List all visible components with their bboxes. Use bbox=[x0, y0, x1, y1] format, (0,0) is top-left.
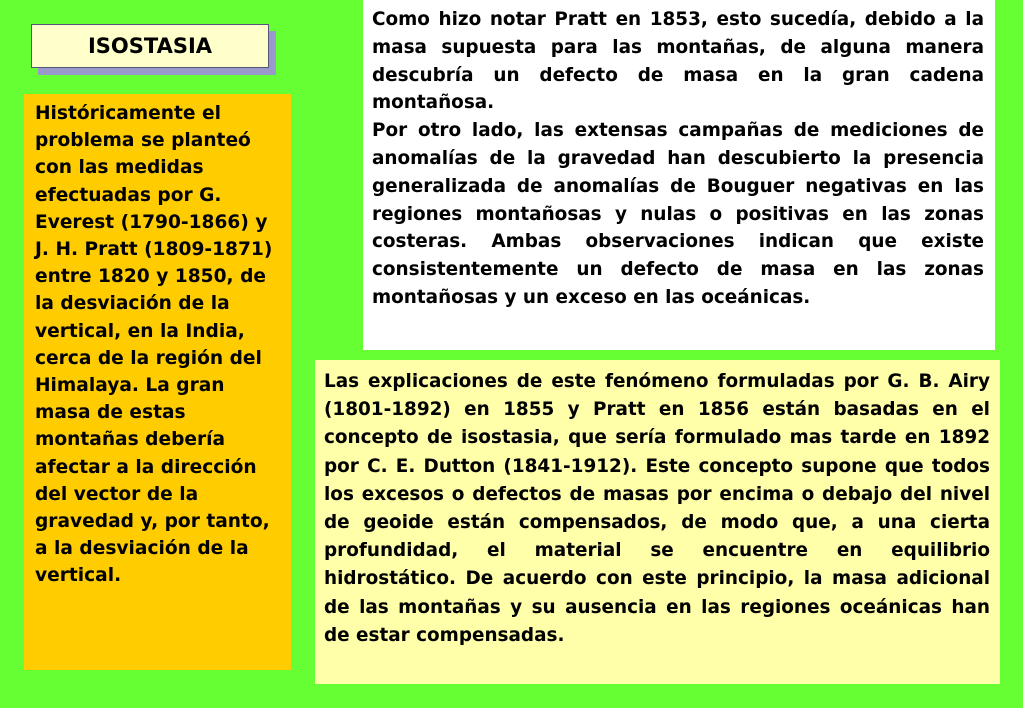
bottom-text-panel bbox=[315, 360, 1000, 684]
page-title bbox=[31, 24, 269, 68]
top-panel-paragraph-2: Por otro lado, las extensas campañas de mediciones de anomalías de la gravedad han descubierto la presencia generalizada de anomalías de Bouguer negativas en las regiones montañosas y nulas o positivas en las zonas costeras. Ambas observaciones indican que existe consistentemente un defecto de masa en las zonas montañosas y un exceso en las oceánicas. bbox=[372, 120, 984, 308]
page-title-text: ISOSTASIA bbox=[87, 34, 213, 58]
left-text-panel bbox=[24, 94, 291, 670]
left-panel-text: Históricamente el problema se planteó con las medidas efectuadas por G. Everest (1790-1866) y J. H. Pratt (1809-1871) entre 1820 y 1850, de la desviación de la vertical, en la India, cerca de la región del Himalaya. La gran masa de estas montañas debería afectar a la dirección del vector de la gravedad y, por tanto, a la desviación de la vertical. bbox=[35, 103, 273, 587]
top-panel-paragraph-1: Como hizo notar Pratt en 1853, esto sucedía, debido a la masa supuesta para las montañas, de alguna manera descubría un defecto de masa en la gran cadena montañosa. bbox=[372, 9, 984, 114]
bottom-panel-text: Las explicaciones de este fenómeno formuladas por G. B. Airy (1801-1892) en 1855 y Pratt en 1856 están basadas en el concepto de isostasia, que sería formulado mas tarde en 1892 por C. E. Dutton (1841-1912). Este concepto supone que todos los excesos o defectos de masas por encima o debajo del nivel de geoide están compensados, de modo que, a una cierta profundidad, el material se encuentre en equilibrio hidrostático. De acuerdo con este principio, la masa adicional de las montañas y su ausencia en las regiones oceánicas han de estar compensadas. bbox=[324, 371, 990, 646]
top-text-panel bbox=[363, 0, 995, 350]
